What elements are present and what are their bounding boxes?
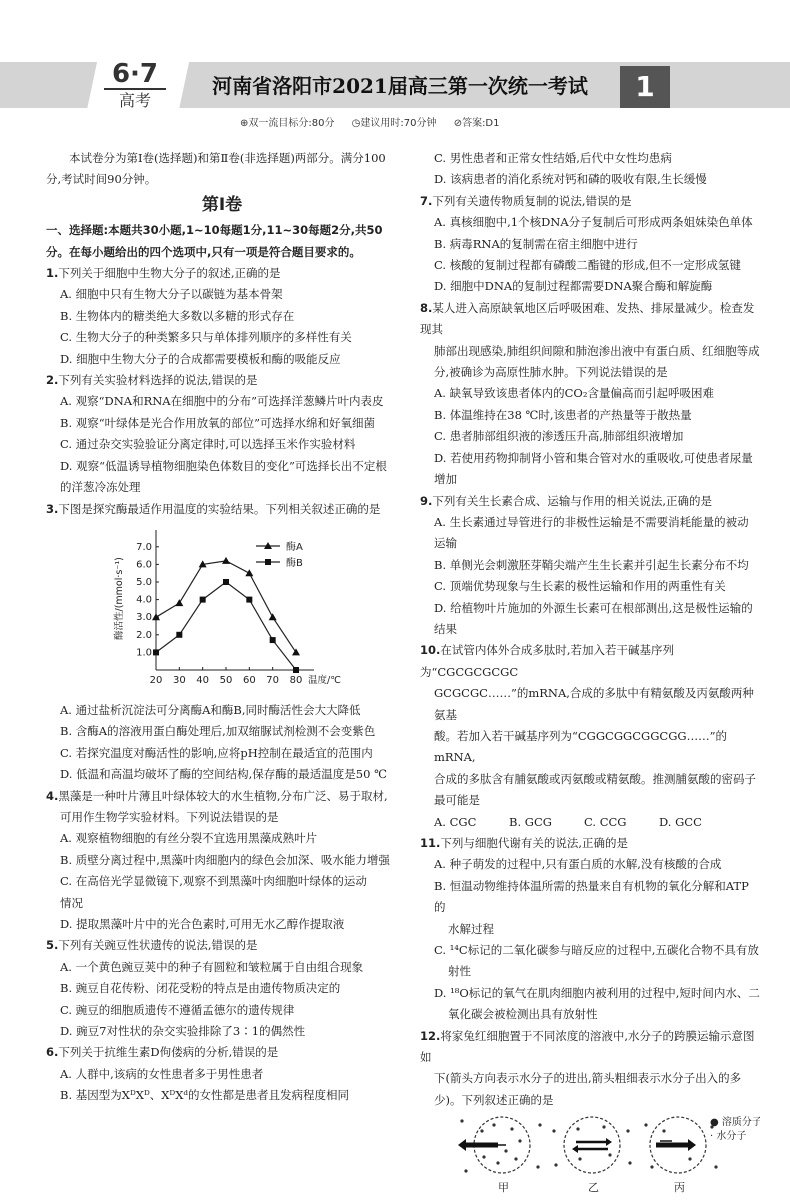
- q8-option-b[interactable]: B. 体温维持在38 ℃时,该患者的产热量等于散热量: [434, 407, 692, 422]
- logo-number: 6·7: [111, 59, 159, 89]
- right-column: [420, 148, 760, 1195]
- q5-option-b[interactable]: B. 豌豆自花传粉、闭花受粉的特点是由遗传物质决定的: [60, 981, 341, 996]
- answer-ref: ⊘答案:D1: [453, 118, 500, 129]
- q11-option-c[interactable]: C. ¹⁴C标记的二氧化碳参与暗反应的过程中,五碳化合物不具有放: [434, 943, 759, 958]
- q1-option-c[interactable]: C. 生物大分子的种类繁多只与单体排列顺序的多样性有关: [60, 330, 352, 345]
- x-tick-label: 70: [266, 674, 280, 686]
- target-score: ⊕双一流目标分:80分: [240, 118, 335, 129]
- legend-water: · 水分子: [710, 1131, 747, 1143]
- data-point-enzyme-a: [269, 613, 277, 620]
- exam-meta: [240, 114, 514, 129]
- question-4: 4.黑藻是一种叶片薄且叶绿体较大的水生植物,分布广泛、易于取材, 可用作生物学实验材料。下列说法错误的是 A. 观察植物细胞的有丝分裂不宜选用黑藻成熟叶片 B. 质壁分离过程中,黑藻叶肉细胞内的绿色会加深、吸水能力增强 C. 在高倍光学显微镜下,观察不到黑藻叶肉细胞叶绿体的运动 情况 D. 提取黑藻叶片中的光合色素时,可用无水乙醇作提取液: [46, 786, 398, 936]
- cell-bing: [644, 1117, 717, 1194]
- x-tick-label: 80: [289, 674, 303, 686]
- enzyme-activity-chart: [46, 520, 398, 700]
- logo-text: 高考: [104, 88, 166, 112]
- q3-option-d[interactable]: D. 低温和高温均破坏了酶的空间结构,保存酶的最适温度是50 ℃: [60, 767, 387, 782]
- question-9: 9.下列有关生长素合成、运输与作用的相关说法,正确的是 A. 生长素通过导管进行的非极性运输是不需要消耗能量的被动运输 B. 单侧光会刺激胚芽鞘尖端产生生长素并引起生长素分布不均 C. 顶端优势现象与生长素的极性运输和作用的两重性有关 D. 给植物叶片施加的外源生长素可在根部测出,这是极性运输的 结果: [420, 491, 760, 641]
- data-point-enzyme-b: [153, 649, 159, 655]
- q4-option-c[interactable]: C. 在高倍光学显微镜下,观察不到黑藻叶肉细胞叶绿体的运动: [60, 874, 367, 889]
- q8-option-c[interactable]: C. 患者肺部组织液的渗透压升高,肺部组织液增加: [434, 429, 684, 444]
- q4-option-d[interactable]: D. 提取黑藻叶片中的光合色素时,可用无水乙醇作提取液: [60, 916, 345, 931]
- q6-option-a[interactable]: A. 人群中,该病的女性患者多于男性患者: [60, 1066, 264, 1081]
- q11-option-d[interactable]: D. ¹⁸O标记的氧气在肌肉细胞内被利用的过程中,短时间内水、二: [434, 985, 760, 1000]
- q9-option-b[interactable]: B. 单侧光会刺激胚芽鞘尖端产生生长素并引起生长素分布不均: [434, 557, 749, 572]
- q10-option-d[interactable]: D. GCC: [659, 814, 702, 829]
- y-tick-label: 6.0: [136, 559, 152, 571]
- y-tick-label: 7.0: [136, 541, 152, 553]
- legend-marker-b: [265, 559, 271, 565]
- y-axis-label: 酶活性/(mmol·s⁻¹): [114, 557, 125, 640]
- q5-option-c[interactable]: C. 豌豆的细胞质遗传不遵循孟德尔的遗传规律: [60, 1002, 295, 1017]
- y-tick-label: 4.0: [136, 594, 152, 606]
- y-tick-label: 2.0: [136, 629, 152, 641]
- data-point-enzyme-a: [292, 648, 300, 655]
- page-title: 河南省洛阳市2021届高三第一次统一考试: [212, 74, 588, 98]
- q11-option-b[interactable]: B. 恒温动物维持体温所需的热量来自有机物的氧化分解和ATP的: [434, 878, 749, 915]
- data-point-enzyme-b: [270, 637, 276, 643]
- q10-option-c[interactable]: C. CCG: [584, 814, 627, 829]
- question-12: 12.将家兔红细胞置于不同浓度的溶液中,水分子的跨膜运输示意图如 下(箭头方向表示水分子的进出,箭头粗细表示水分子出入的多 少)。下列叙述正确的是 甲 乙 丙 ● 溶质分子 · 水分子: [420, 1028, 760, 1195]
- q9-option-c[interactable]: C. 顶端优势现象与生长素的极性运输和作用的两重性有关: [434, 579, 726, 594]
- y-tick-label: 1.0: [136, 647, 152, 659]
- q1-option-b[interactable]: B. 生物体内的糖类绝大多数以多糖的形式存在: [60, 308, 295, 323]
- q3-option-c[interactable]: C. 若探究温度对酶活性的影响,应将pH控制在最适宜的范围内: [60, 745, 373, 760]
- question-2: 2.下列有关实验材料选择的说法,错误的是 A. 观察“DNA和RNA在细胞中的分布”可选择洋葱鳞片叶内表皮 B. 观察“叶绿体是光合作用放氧的部位”可选择水绵和好氧细菌 C. 通过杂交实验验证分离定律时,可以选择玉米作实验材料 D. 观察“低温诱导植物细胞染色体数目的变化”可选择长出不定根 的洋葱冷冻处理: [46, 370, 398, 498]
- q2-option-a[interactable]: A. 观察“DNA和RNA在细胞中的分布”可选择洋葱鳞片叶内表皮: [60, 394, 384, 409]
- question-8: 8.某人进入高原缺氧地区后呼吸困难、发热、排尿量减少。检查发现其 肺部出现感染,肺组织间隙和肺泡渗出液中有蛋白质、红细胞等成 分,被确诊为高原性肺水肿。下列说法错误的是 A. 缺氧导致该患者体内的CO₂含量偏高而引起呼吸困难 B. 体温维持在38 ℃时,该患者的产热量等于散热量 C. 患者肺部组织液的渗透压升高,肺部组织液增加 D. 若使用药物抑制肾小管和集合管对水的重吸收,可使患者尿量 增加: [420, 298, 760, 491]
- x-tick-label: 30: [172, 674, 186, 686]
- q6-option-b[interactable]: B. 基因型为XᴰXᴰ、XᴰXᵈ的女性都是患者且发病程度相同: [60, 1088, 350, 1103]
- q5-option-a[interactable]: A. 一个黄色豌豆荚中的种子有圆粒和皱粒属于自由组合现象: [60, 959, 364, 974]
- q4-option-b[interactable]: B. 质壁分离过程中,黑藻叶肉细胞内的绿色会加深、吸水能力增强: [60, 852, 390, 867]
- data-point-enzyme-b: [293, 667, 299, 673]
- q2-option-b[interactable]: B. 观察“叶绿体是光合作用放氧的部位”可选择水绵和好氧细菌: [60, 415, 376, 430]
- cell-diagram: [420, 1111, 760, 1195]
- cell-yi: [552, 1117, 631, 1194]
- paper-number-badge: 1: [620, 66, 670, 108]
- q10-options: [420, 812, 760, 833]
- q10-option-b[interactable]: B. GCG: [509, 814, 552, 829]
- enzyme-chart: [46, 520, 398, 700]
- q7-option-d[interactable]: D. 细胞中DNA的复制过程都需要DNA聚合酶和解旋酶: [434, 279, 713, 294]
- red-blood-cell-diagram: [420, 1111, 760, 1195]
- x-tick-label: 20: [149, 674, 163, 686]
- suggested-time: ◷建议用时:70分钟: [351, 118, 437, 129]
- data-point-enzyme-b: [200, 597, 206, 603]
- q9-option-d-cont: 结果: [434, 621, 457, 636]
- x-tick-label: 40: [196, 674, 210, 686]
- q2-option-d[interactable]: D. 观察“低温诱导植物细胞染色体数目的变化”可选择长出不定根: [60, 458, 387, 473]
- q2-option-d-cont: 的洋葱冷冻处理: [60, 480, 141, 495]
- intro-text: 本试卷分为第Ⅰ卷(选择题)和第Ⅱ卷(非选择题)两部分。满分100分,考试时间90分钟。: [46, 151, 386, 187]
- data-point-enzyme-a: [222, 557, 230, 564]
- label-yi: 乙: [588, 1181, 599, 1195]
- q4-option-a[interactable]: A. 观察植物细胞的有丝分裂不宜选用黑藻成熟叶片: [60, 831, 318, 846]
- q9-option-a[interactable]: A. 生长素通过导管进行的非极性运输是不需要消耗能量的被动运输: [434, 514, 749, 551]
- label-bing: 丙: [674, 1181, 685, 1195]
- data-point-enzyme-a: [245, 569, 253, 576]
- data-point-enzyme-b: [223, 579, 229, 585]
- data-point-enzyme-b: [246, 597, 252, 603]
- x-tick-label: 60: [242, 674, 256, 686]
- x-axis-label: 温度/℃: [308, 674, 341, 686]
- logo: [104, 60, 166, 112]
- legend-solute: ● 溶质分子: [710, 1117, 760, 1129]
- legend-label-0: 酶A: [286, 541, 303, 553]
- question-6: 6.下列关于抗维生素D佝偻病的分析,错误的是 A. 人群中,该病的女性患者多于男性患者 B. 基因型为XᴰXᴰ、XᴰXᵈ的女性都是患者且发病程度相同: [46, 1042, 398, 1106]
- question-5: 5.下列有关豌豆性状遗传的说法,错误的是 A. 一个黄色豌豆荚中的种子有圆粒和皱粒属于自由组合现象 B. 豌豆自花传粉、闭花受粉的特点是由遗传物质决定的 C. 豌豆的细胞质遗传不遵循孟德尔的遗传规律 D. 豌豆7对性状的杂交实验排除了3∶1的偶然性: [46, 935, 398, 1042]
- q2-option-c[interactable]: C. 通过杂交实验验证分离定律时,可以选择玉米作实验材料: [60, 437, 356, 452]
- legend-label-1: 酶B: [286, 557, 303, 569]
- q3-option-b[interactable]: B. 含酶A的溶液用蛋白酶处理后,加双缩脲试剂检测不会变紫色: [60, 724, 376, 739]
- q7-option-b[interactable]: B. 病毒RNA的复制需在宿主细胞中进行: [434, 236, 638, 251]
- question-7: 7.下列有关遗传物质复制的说法,错误的是 A. 真核细胞中,1个核DNA分子复制后可形成两条姐妹染色单体 B. 病毒RNA的复制需在宿主细胞中进行 C. 核酸的复制过程都有磷酸二酯键的形成,但不一定形成氢键 D. 细胞中DNA的复制过程都需要DNA聚合酶和解旋酶: [420, 191, 760, 298]
- q8-option-d-cont: 增加: [434, 472, 457, 487]
- series-line-1: [156, 582, 296, 670]
- q6-option-d[interactable]: D. 该病患者的消化系统对钙和磷的吸收有限,生长缓慢: [434, 172, 707, 187]
- question-10: 10.在试管内体外合成多肽时,若加入若干碱基序列为“CGCGCGCGC GCGCGC……”的mRNA,合成的多肽中有精氨酸及丙氨酸两种氨基 酸。若加入若干碱基序列为“CGGCGGCGGCGG……”的mRNA, 合成的多肽含有脯氨酸或丙氨酸或精氨酸。推测脯氨酸的密码子 最可能是 A. CGC B. GCG C. CCG D. GCC: [420, 640, 760, 833]
- q6-option-c[interactable]: C. 男性患者和正常女性结婚,后代中女性均患病: [434, 151, 672, 165]
- label-jia: 甲: [498, 1181, 509, 1195]
- q1-option-d[interactable]: D. 细胞中生物大分子的合成都需要模板和酶的吸能反应: [60, 351, 341, 366]
- x-tick-label: 50: [219, 674, 233, 686]
- data-point-enzyme-b: [176, 632, 182, 638]
- q11-option-a[interactable]: A. 种子萌发的过程中,只有蛋白质的水解,没有核酸的合成: [434, 857, 722, 872]
- q1-option-a[interactable]: A. 细胞中只有生物大分子以碳链为基本骨架: [60, 287, 283, 302]
- question-11: 11.下列与细胞代谢有关的说法,正确的是 A. 种子萌发的过程中,只有蛋白质的水解,没有核酸的合成 B. 恒温动物维持体温所需的热量来自有机物的氧化分解和ATP的 水解过程 C. ¹⁴C标记的二氧化碳参与暗反应的过程中,五碳化合物不具有放 射性 D. ¹⁸O标记的氧气在肌肉细胞内被利用的过程中,短时间内水、二 氧化碳会被检测出具有放射性: [420, 836, 760, 1022]
- q5-option-d[interactable]: D. 豌豆7对性状的杂交实验排除了3∶1的偶然性: [60, 1024, 306, 1038]
- q8-option-d[interactable]: D. 若使用药物抑制肾小管和集合管对水的重吸收,可使患者尿量: [434, 450, 753, 465]
- y-tick-label: 5.0: [136, 576, 152, 588]
- section-title: 第Ⅰ卷: [201, 194, 243, 215]
- instructions: 一、选择题:本题共30小题,1~10每题1分,11~30每题2分,共50分。在每小题给出的四个选项中,只有一项是符合题目要求的。: [46, 223, 383, 259]
- question-1: 1.下列关于细胞中生物大分子的叙述,正确的是 A. 细胞中只有生物大分子以碳链为基本骨架 B. 生物体内的糖类绝大多数以多糖的形式存在 C. 生物大分子的种类繁多只与单体排列顺序的多样性有关 D. 细胞中生物大分子的合成都需要模板和酶的吸能反应: [46, 263, 398, 370]
- data-point-enzyme-a: [175, 599, 183, 606]
- q3-option-a[interactable]: A. 通过盐析沉淀法可分离酶A和酶B,同时酶活性会大大降低: [60, 702, 361, 717]
- q10-option-a[interactable]: A. CGC: [434, 814, 477, 829]
- cell-jia: [458, 1117, 542, 1194]
- y-tick-label: 3.0: [136, 612, 152, 624]
- question-3: 3.下图是探究酶最适作用温度的实验结果。下列相关叙述正确的是 20 30 40 50 60 70 80 1.0 2.0 3.0 4.0 5.0 6.0 7.0 温度/℃ 酶活性/(mmol·s⁻¹) 酶A 酶B A. 通过盐析沉淀法可分离酶A和酶B,同时酶活性会大大降低 B. 含酶A的溶液用蛋白酶处理后,加双缩脲试剂检测不会变紫色 C. 若探究温度对酶活性的影响,应将pH控制在最适宜的范围内 D. 低温和高温均破坏了酶的空间结构,保存酶的最适温度是50 ℃: [46, 499, 398, 786]
- left-column: [46, 148, 398, 1107]
- q8-option-a[interactable]: A. 缺氧导致该患者体内的CO₂含量偏高而引起呼吸困难: [434, 386, 714, 401]
- q7-option-c[interactable]: C. 核酸的复制过程都有磷酸二酯键的形成,但不一定形成氢键: [434, 258, 741, 273]
- q9-option-d[interactable]: D. 给植物叶片施加的外源生长素可在根部测出,这是极性运输的: [434, 600, 753, 615]
- q7-option-a[interactable]: A. 真核细胞中,1个核DNA分子复制后可形成两条姐妹染色单体: [434, 215, 753, 230]
- q4-option-c-cont: 情况: [60, 895, 83, 910]
